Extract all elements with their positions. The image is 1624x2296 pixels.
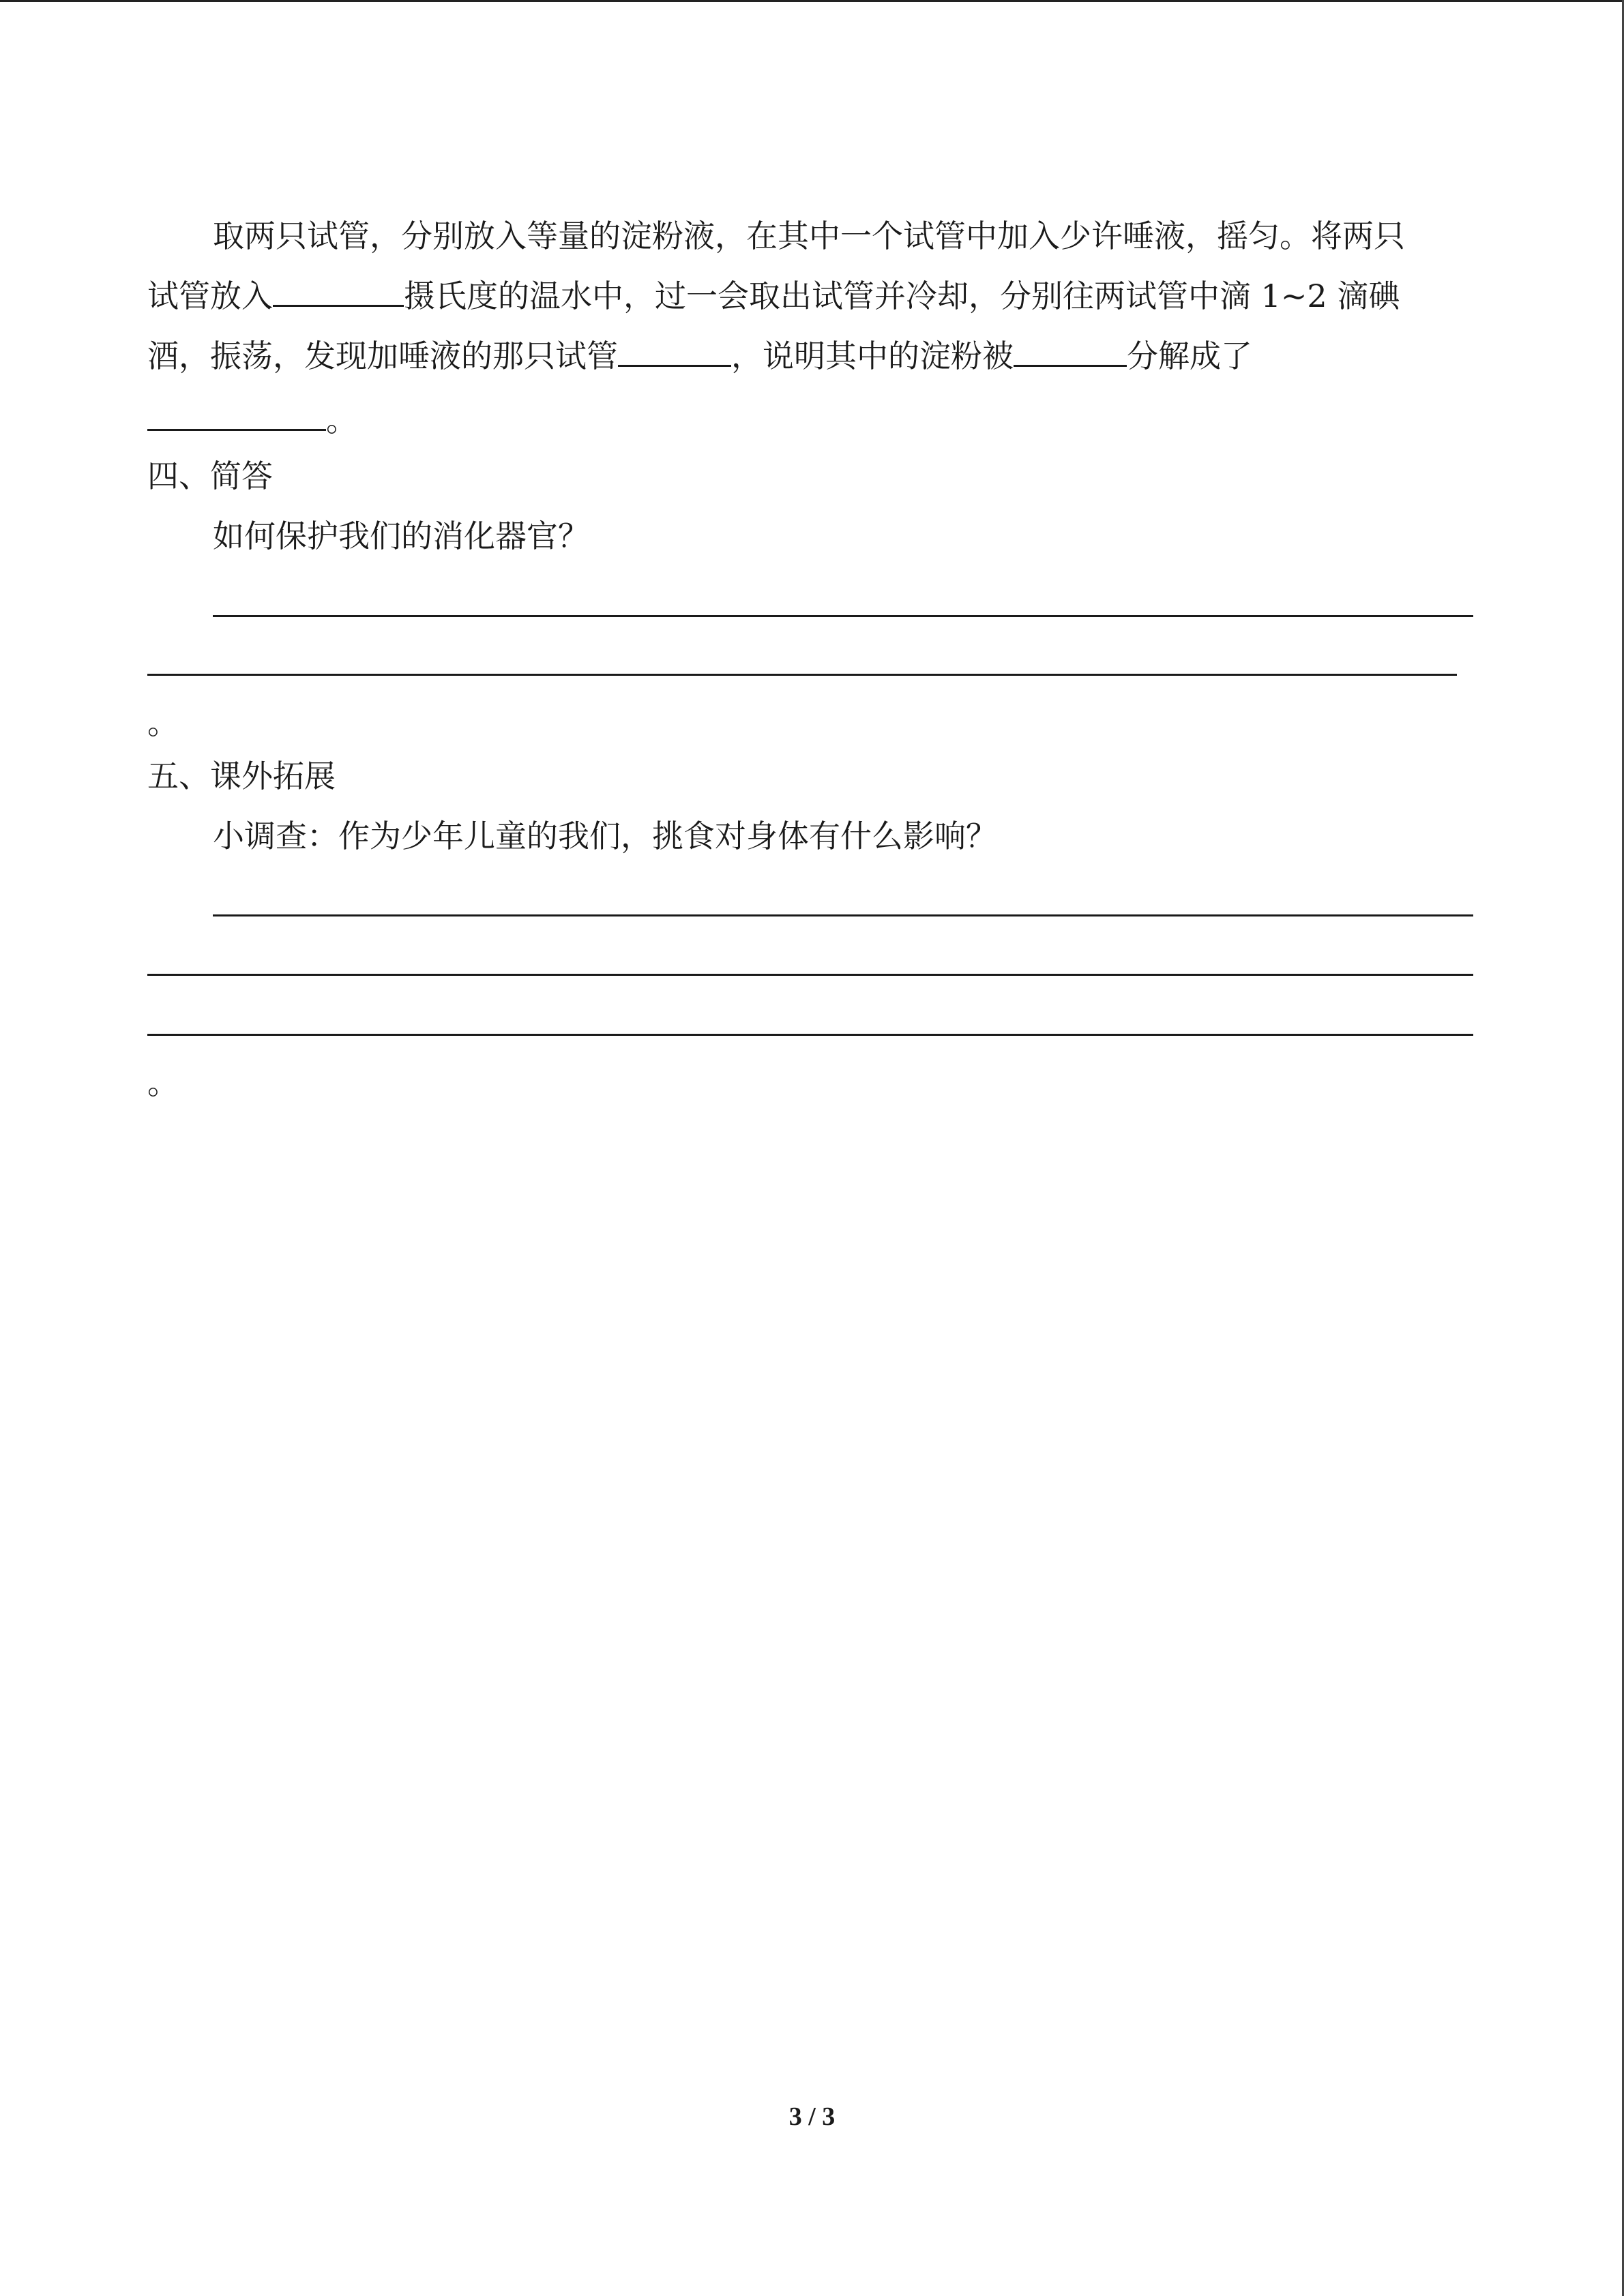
agent-blank[interactable] xyxy=(1014,338,1127,367)
experiment-text: 取两只试管，分别放入等量的淀粉液，在其中一个试管中加入少许唾液，摇匀。将两只 xyxy=(213,218,1405,254)
result-blank[interactable] xyxy=(618,338,731,367)
answer-line-3[interactable] xyxy=(147,1034,1473,1036)
experiment-line-4 xyxy=(147,400,357,441)
experiment-text: 酒，振荡，发现加唾液的那只试管 xyxy=(147,338,618,374)
experiment-text: 试管放入 xyxy=(147,278,273,314)
experiment-text: ，说明其中的淀粉被 xyxy=(731,338,1014,374)
experiment-text: 摄氏度的温水中，过一会取出试管并冷却，分别往两试管中滴 1~2 滴碘 xyxy=(404,278,1400,314)
period-mark: 。 xyxy=(147,1064,179,1101)
answer-line-1[interactable] xyxy=(213,615,1473,617)
question-protect-digestive-organs: 如何保护我们的消化器官？ xyxy=(213,518,589,554)
page-number: 3 / 3 xyxy=(788,2102,836,2131)
answer-line-1[interactable] xyxy=(213,914,1473,916)
section-heading-short-answer: 四、简答 xyxy=(147,458,273,494)
answer-line-2[interactable] xyxy=(147,974,1473,976)
period-mark: 。 xyxy=(326,402,357,438)
temperature-blank[interactable] xyxy=(273,278,404,307)
page-top-border xyxy=(0,0,1624,2)
experiment-line-2 xyxy=(147,275,1400,316)
experiment-text: 分解成了 xyxy=(1127,338,1252,374)
section-heading-extension: 五、课外拓展 xyxy=(147,758,336,794)
question-picky-eating-survey: 小调查：作为少年儿童的我们，挑食对身体有什么影响？ xyxy=(213,818,997,854)
product-blank[interactable] xyxy=(147,402,326,431)
experiment-line-3 xyxy=(147,336,1252,376)
answer-line-2[interactable] xyxy=(147,674,1457,676)
period-mark: 。 xyxy=(147,704,179,741)
experiment-line-1 xyxy=(213,215,1405,256)
